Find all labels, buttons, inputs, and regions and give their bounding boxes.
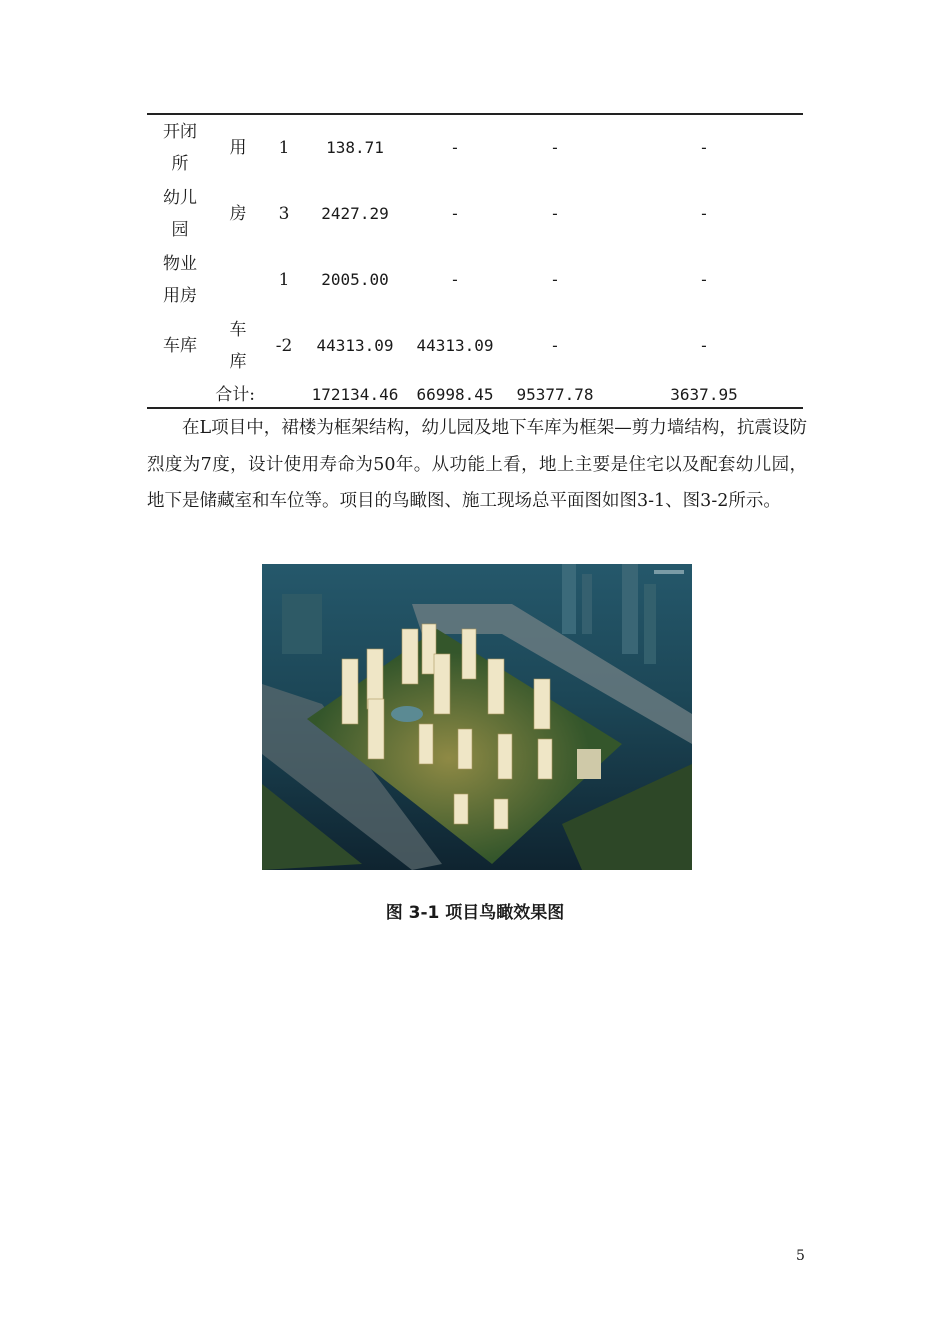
- area-table: [147, 115, 803, 411]
- floors: 1: [278, 138, 290, 158]
- area-col-b: -: [450, 204, 460, 223]
- floors: -2: [275, 336, 293, 356]
- table-row: [147, 247, 803, 313]
- building-name: 幼儿 园: [163, 188, 197, 240]
- building-use: 房: [229, 204, 247, 224]
- area-col-c: -: [550, 138, 560, 157]
- body-text: 在L项目中，裙楼为框架结构，幼儿园及地下车库为框架—剪力墙结构，抗震设防烈度为7度，设计使用寿命为50年。从功能上看，地上主要是住宅以及配套幼儿园，地下是储藏室和车位等。项目的鸟瞰图、施工现场总平面图如图3-1、图3-2所示。: [147, 418, 807, 511]
- total-label: 合计:: [215, 385, 255, 405]
- page-number: 5: [796, 1248, 805, 1264]
- building-name: 车库: [163, 336, 197, 356]
- area-col-d: 3637.95: [670, 385, 738, 404]
- body-paragraph: [147, 410, 807, 520]
- total-area: 172134.46: [311, 385, 399, 404]
- area-col-d: -: [699, 204, 709, 223]
- area-col-c: -: [550, 270, 560, 289]
- total-area: 2005.00: [321, 270, 389, 289]
- building-name: 开闭 所: [163, 122, 197, 174]
- area-col-b: 44313.09: [416, 336, 494, 355]
- area-col-b: -: [450, 270, 460, 289]
- area-col-c: 95377.78: [516, 385, 594, 404]
- area-col-c: -: [550, 336, 560, 355]
- building-use: 车 库: [229, 320, 247, 372]
- area-col-d: -: [699, 270, 709, 289]
- floors: 1: [278, 270, 290, 290]
- table-row: [147, 115, 803, 181]
- building-use: [213, 247, 263, 313]
- area-col-b: 66998.45: [416, 385, 494, 404]
- figure-caption: 图 3-1 项目鸟瞰效果图: [385, 903, 565, 923]
- area-col-c: -: [550, 204, 560, 223]
- floors: 3: [278, 204, 290, 224]
- total-area: 44313.09: [316, 336, 394, 355]
- table-bottom-rule: [147, 407, 803, 409]
- aerial-rendering-photo: [262, 564, 692, 870]
- area-col-d: -: [699, 336, 709, 355]
- building-name: 物业 用房: [163, 254, 197, 306]
- total-area: 2427.29: [321, 204, 389, 223]
- table-row: [147, 181, 803, 247]
- area-col-b: -: [450, 138, 460, 157]
- table-row: [147, 313, 803, 379]
- building-use: 用: [229, 138, 247, 158]
- area-col-d: -: [699, 138, 709, 157]
- total-area: 138.71: [326, 138, 384, 157]
